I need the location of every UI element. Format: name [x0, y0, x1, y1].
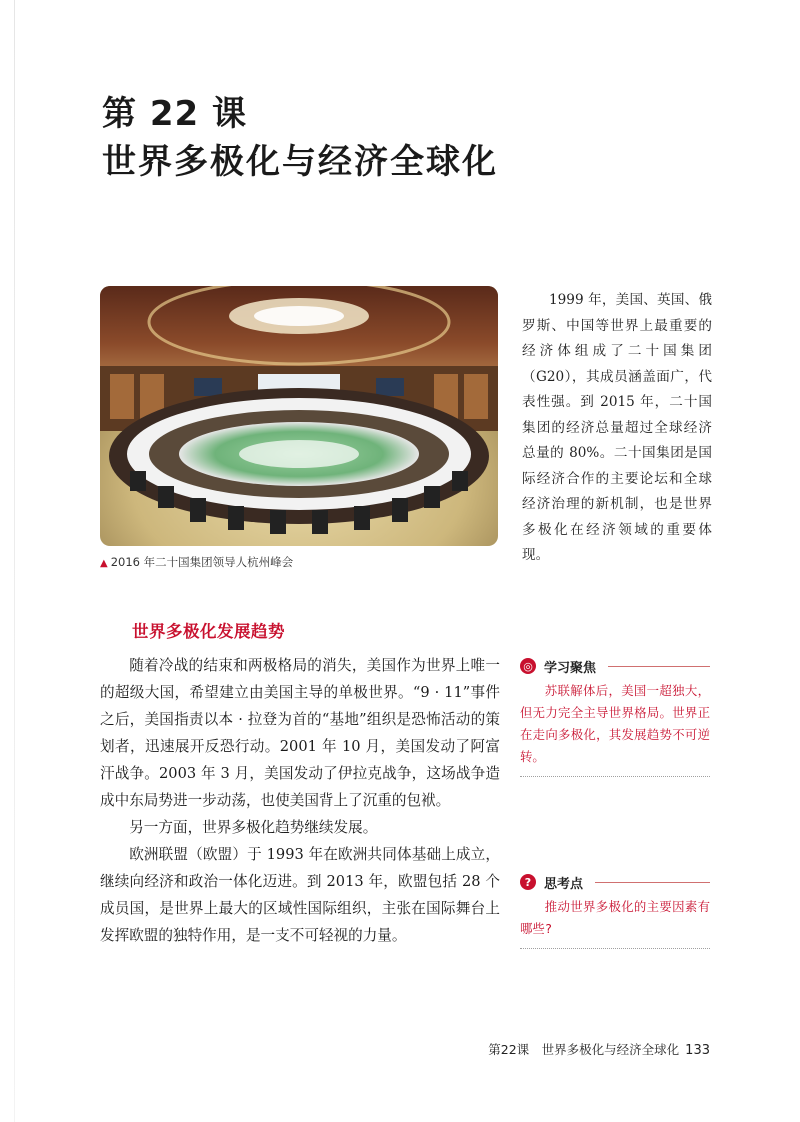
divider	[520, 948, 710, 949]
target-icon: ◎	[520, 658, 536, 674]
page-footer	[488, 1040, 710, 1058]
divider	[520, 776, 710, 777]
question-icon: ?	[520, 874, 536, 890]
section-title: 世界多极化发展趋势	[132, 622, 285, 641]
g20-side-note	[522, 288, 712, 569]
divider	[608, 666, 710, 667]
thinking-point-header	[520, 872, 710, 892]
thinking-point-label: 思考点	[544, 876, 584, 892]
photo-caption	[100, 554, 293, 570]
lesson-title: 世界多极化与经济全球化	[102, 142, 498, 182]
study-focus-panel	[520, 656, 710, 777]
paragraph: 欧洲联盟（欧盟）于 1993 年在欧洲共同体基础上成立，继续向经济和政治一体化迈进。到 2013 年，欧盟包括 28 个成员国，是世界上最大的区域性国际组织，主张在国际舞台上发挥欧盟的独特作用，是一支不可轻视的力量。	[100, 846, 500, 944]
study-focus-label: 学习聚焦	[544, 660, 597, 676]
page-number: 133	[685, 1043, 710, 1058]
body-text	[100, 652, 500, 949]
lesson-number: 第 22 课	[102, 94, 247, 134]
study-focus-header	[520, 656, 710, 676]
divider	[595, 882, 710, 883]
study-focus-text: 苏联解体后，美国一超独大，但无力完全主导世界格局。世界正在走向多极化，其发展趋势不可逆转。	[520, 683, 710, 764]
running-title: 第22课 世界多极化与经济全球化	[488, 1042, 680, 1057]
summit-photo-illustration	[100, 286, 498, 546]
thinking-point-text: 推动世界多极化的主要因素有哪些?	[520, 899, 710, 936]
side-note-text: 1999 年，美国、英国、俄罗斯、中国等世界上最重要的经济体组成了二十国集团（G20），其成员涵盖面广，代表性强。到 2015 年，二十国集团的经济总量超过全球经济总量的 80%。二十国集团是国际经济合作的主要论坛和全球经济治理的新机制，也是世界多极化在经济领域的重要体现。	[522, 292, 712, 563]
thinking-point-panel	[520, 872, 710, 949]
summit-photo	[100, 286, 498, 546]
paragraph: 随着冷战的结束和两极格局的消失，美国作为世界上唯一的超级大国，希望建立由美国主导的单极世界。“9 · 11”事件之后，美国指责以本 · 拉登为首的“基地”组织是恐怖活动的策划者，迅速展开反恐行动。2001 年 10 月，美国发动了阿富汗战争。2003 年 3 月，美国发动了伊拉克战争，这场战争造成中东局势进一步动荡，也使美国背上了沉重的包袱。	[100, 657, 500, 809]
paragraph: 另一方面，世界多极化趋势继续发展。	[129, 819, 378, 836]
caption-text: 2016 年二十国集团领导人杭州峰会	[110, 555, 294, 569]
triangle-icon: ▲	[100, 558, 108, 569]
page-edge	[14, 0, 15, 1122]
